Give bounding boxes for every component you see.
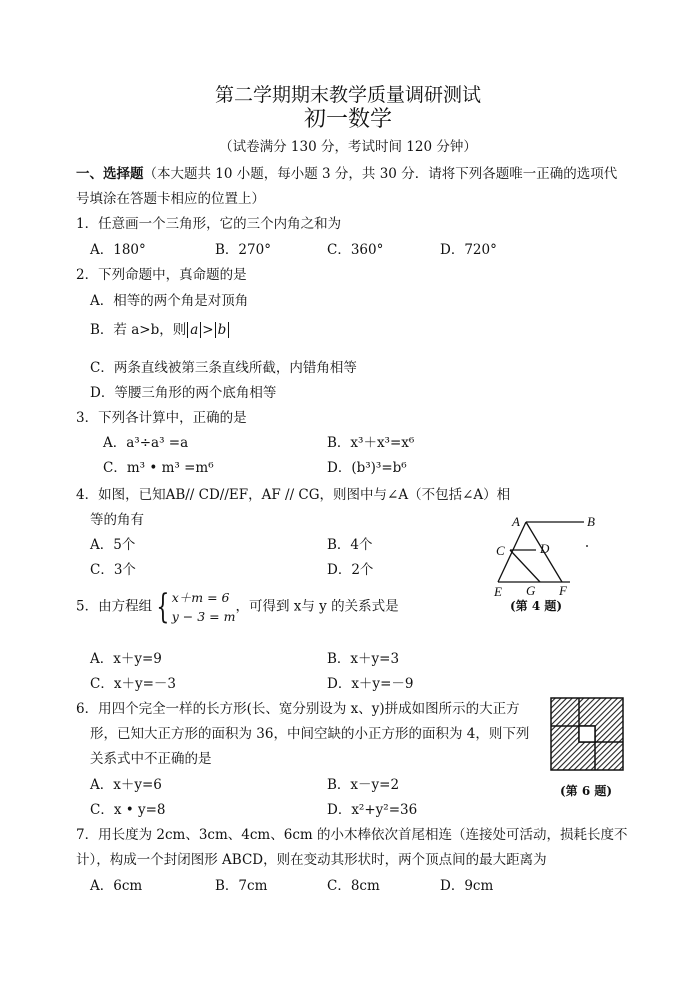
q2-stem: 2．下列命题中，真命题的是 xyxy=(76,267,247,283)
label-g: G xyxy=(526,583,536,598)
q4-option-d: D．2个 xyxy=(327,562,374,578)
section-instructions xyxy=(76,162,617,182)
exam-note: （试卷满分 130 分，考试时间 120 分钟） xyxy=(219,139,477,155)
section-desc-line1: （本大题共 10 小题，每小题 3 分，共 30 分．请将下列各题唯一正确的选项代 xyxy=(143,166,618,182)
equation-brace: { xyxy=(156,586,170,627)
q4-stem-line2: 等的角有 xyxy=(90,512,144,528)
q3-option-c: C．m³ • m³ =m⁶ xyxy=(103,460,214,476)
q5-stem xyxy=(76,586,399,626)
section-desc-line2: 号填涂在答题卡相应的位置上） xyxy=(76,191,265,207)
q1-option-a: A．180° xyxy=(90,242,146,258)
q2-option-b xyxy=(90,318,230,338)
abs-b: b xyxy=(215,322,230,338)
q4-caption: (第 4 题) xyxy=(510,599,563,613)
label-c: C xyxy=(496,543,505,558)
q4-option-c: C．3个 xyxy=(90,562,136,578)
q7-option-d: D．9cm xyxy=(440,878,494,894)
q5-option-b: B．x＋y=3 xyxy=(327,651,400,667)
exam-subtitle: 初一数学 xyxy=(303,107,392,132)
line-cg xyxy=(510,550,540,582)
q7-option-b: B．7cm xyxy=(215,878,268,894)
equation-1: x＋m = 6 xyxy=(171,589,230,605)
q1-option-c: C．360° xyxy=(327,242,384,258)
exam-title: 第二学期期末教学质量调研测试 xyxy=(214,84,481,106)
q3-option-b: B．x³＋x³=x⁶ xyxy=(327,435,415,451)
q5-option-a: A．x＋y=9 xyxy=(90,651,162,667)
q7-option-c: C．8cm xyxy=(327,878,380,894)
q6-line2: 形，已知大正方形的面积为 36，中间空缺的小正方形的面积为 4，则下列 xyxy=(90,726,530,742)
big-square xyxy=(551,698,623,770)
label-e: E xyxy=(494,584,502,599)
q4-figure xyxy=(486,510,606,618)
q6-option-a: A．x＋y=6 xyxy=(90,777,162,793)
q6-figure xyxy=(550,697,626,807)
q3-option-a: A．a³÷a³ =a xyxy=(103,435,189,451)
equation-2: y − 3 = m xyxy=(171,608,236,624)
label-d: D xyxy=(540,541,550,556)
q5-stem-suffix: ，可得到 x与 y 的关系式是 xyxy=(235,598,399,615)
q2-option-b-prefix: B．若 a>b，则 xyxy=(90,322,187,338)
q1-stem: 1．任意画一个三角形，它的三个内角之和为 xyxy=(76,216,342,232)
q7-line2: 计），构成一个封闭图形 ABCD，则在变动其形状时，两个顶点间的最大距离为 xyxy=(76,852,547,868)
q3-option-d: D．(b³)³=b⁶ xyxy=(327,460,407,476)
q5-option-d: D．x＋y=－9 xyxy=(327,676,414,692)
equation-system xyxy=(172,588,236,626)
q4-option-b: B．4个 xyxy=(327,537,373,553)
q2-option-c: C．两条直线被第三条直线所截，内错角相等 xyxy=(90,360,357,376)
q2-option-d: D．等腰三角形的两个底角相等 xyxy=(90,385,277,401)
abs-a: a xyxy=(187,322,201,338)
q1-option-b: B．270° xyxy=(215,242,271,258)
section-heading: 一、选择题 xyxy=(76,166,144,182)
q6-line3: 关系式中不正确的是 xyxy=(90,751,212,767)
label-f: F xyxy=(559,583,567,598)
q3-stem: 3．下列各计算中，正确的是 xyxy=(76,410,247,426)
center-gap-square xyxy=(579,726,595,742)
label-b: B xyxy=(587,514,595,529)
label-a: A xyxy=(512,514,520,529)
q4-option-a: A．5个 xyxy=(90,537,136,553)
q4-stem-line1: 4．如图，已知AB// CD//EF，AF // CG，则图中与∠A（不包括∠A）相 xyxy=(76,487,511,503)
q6-caption: (第 6 题) xyxy=(560,784,613,798)
q6-option-d: D．x²+y²=36 xyxy=(327,802,418,818)
q5-stem-prefix: 5．由方程组 xyxy=(76,598,153,615)
q2-option-a: A．相等的两个角是对顶角 xyxy=(90,293,249,309)
q6-line1: 6．用四个完全一样的长方形(长、宽分别设为 x、y)拼成如图所示的大正方 xyxy=(76,701,520,717)
q1-option-d: D．720° xyxy=(440,242,497,258)
q7-line1: 7．用长度为 2cm、3cm、4cm、6cm 的小木棒依次首尾相连（连接处可活动，损耗长度不 xyxy=(76,827,628,843)
q7-option-a: A．6cm xyxy=(90,878,143,894)
gt-sign: > xyxy=(202,322,214,338)
q5-option-c: C．x＋y=－3 xyxy=(90,676,176,692)
q6-option-c: C．x • y=8 xyxy=(90,802,166,818)
q6-option-b: B．x－y=2 xyxy=(327,777,400,793)
